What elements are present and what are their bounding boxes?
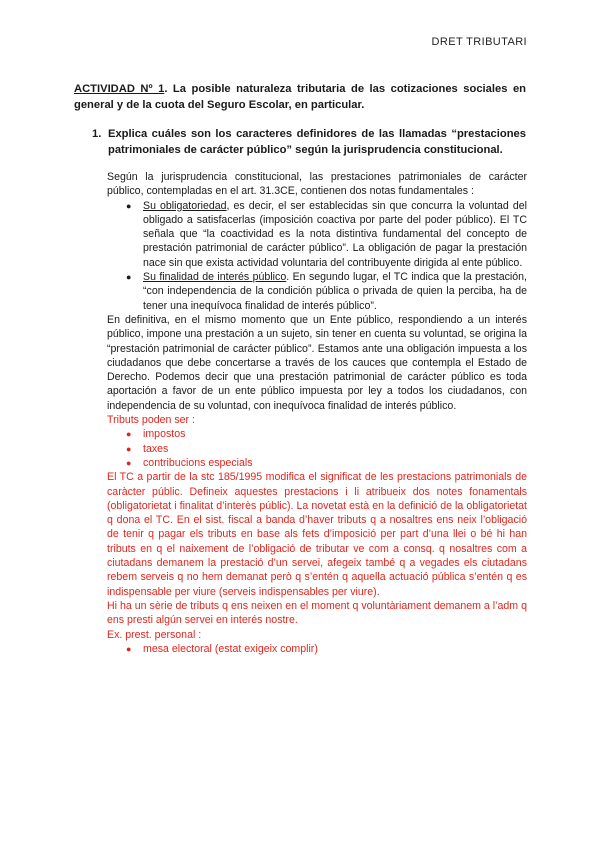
list-item xyxy=(107,642,527,656)
page-header: DRET TRIBUTARI xyxy=(431,36,527,48)
tributs-heading: Tributs poden ser : xyxy=(107,414,195,427)
list-item-text: contribucions especials xyxy=(143,456,253,469)
bullet-dot-icon: ● xyxy=(126,457,132,468)
example-heading: Ex. prest. personal : xyxy=(107,628,202,641)
bullet-term: Su finalidad de interés público xyxy=(143,271,287,284)
bullet-dot-icon: ● xyxy=(126,272,132,283)
bullet-text: . En segundo lugar, el TC indica que la prestación, “con independencia de la condición pública o privada de quien la perciba, ha de tener una inequívoca finalidad de interés público”. xyxy=(143,271,527,312)
list-item xyxy=(107,199,527,270)
examples-list xyxy=(107,642,527,656)
activity-title-text: . La posible naturaleza tributaria de las cotizaciones sociales en general y de la cuota del Seguro Escolar, en particular. xyxy=(74,83,526,111)
list-item xyxy=(107,427,527,441)
characteristics-list xyxy=(107,199,527,313)
bullet-dot-icon: ● xyxy=(126,200,132,211)
list-item-text: taxes xyxy=(143,442,169,455)
bullet-text: , es decir, el ser establecidas sin que concurra la voluntad del obligado a satisfacerlas (imposición coactiva por parte del poder público). El TC señala que “la coactividad es la nota distintiva fundamental del concepto de prestación patrimonial de carácter público”. La obligación de pagar la prestación nace sin que exista actividad voluntaria del contribuyente dirigida al ente público. xyxy=(143,199,527,269)
bullet-dot-icon: ● xyxy=(126,643,132,654)
list-item xyxy=(107,456,527,470)
activity-label: ACTIVIDAD Nº 1 xyxy=(74,83,165,95)
answer-body xyxy=(107,170,527,656)
question-number: 1. xyxy=(92,128,102,140)
notes-section xyxy=(107,413,527,656)
list-item-text: mesa electoral (estat exigeix complir) xyxy=(143,642,318,655)
tributs-list xyxy=(107,427,527,470)
question-1 xyxy=(92,126,526,158)
question-text: Explica cuáles son los caracteres definidores de las llamadas “prestaciones patrimoniales de carácter público” según la jurisprudencia constitucional. xyxy=(108,128,526,156)
list-item xyxy=(107,442,527,456)
answer-intro: Según la jurisprudencia constitucional, las prestaciones patrimoniales de carácter público, contempladas en el art. 31.3CE, contienen dos notas fundamentales : xyxy=(107,171,527,198)
list-item-text: impostos xyxy=(143,428,186,441)
bullet-dot-icon: ● xyxy=(126,443,132,454)
bullet-term: Su obligatoriedad xyxy=(143,199,227,212)
list-item xyxy=(107,270,527,313)
bullet-dot-icon: ● xyxy=(126,429,132,440)
activity-title xyxy=(74,81,526,113)
answer-conclusion: En definitiva, en el mismo momento que un Ente público, respondiendo a un interés público, impone una prestación a un sujeto, sin tener en cuenta su voluntad, se origina la “prestación patrimonial de carácter público”. Estamos ante una obligación impuesta a los ciudadanos que debe concertarse a través de los cauces que contempla el Estado de Derecho. Podemos decir que una prestación patrimonial de carácter público es toda aportación a favor de un ente público impuesta por ley a todos los ciudadanos, con independencia de su voluntad, con inequívoca finalidad de interés público. xyxy=(107,313,527,412)
notes-paragraph: Hi ha un sèrie de tributs q ens neixen en el moment q voluntàriament demanem a l’adm q ens presti algún servei en interés nostre. xyxy=(107,599,527,627)
notes-paragraph: El TC a partir de la stc 185/1995 modifica el significat de les prestacions patrimonials de caràcter públic. Defineix aquestes prestacions i li atribueix dos notes fonamentals (obligatorietat i finalitat d’interès públic). La novetat està en la definició de la obligatorietat q dona el TC. En el sist. fiscal a banda d’haver tributs q a nosaltres ens neix l’obligació de tenir q pagar els tributs en base als fets d’imposició per part d’una llei o bé hi han tributs en q el naixement de l’obligació de tributar ve com a consq. q nosaltres com a ciutadans demanem la prestació d’un servei, afegeix també q a vegades els ciutadans rebem serveis q no hem demanat però q s’entén q aquella actuació pública s’entén q es indispensable per viure (serveis indispensables per viure). xyxy=(107,471,527,598)
